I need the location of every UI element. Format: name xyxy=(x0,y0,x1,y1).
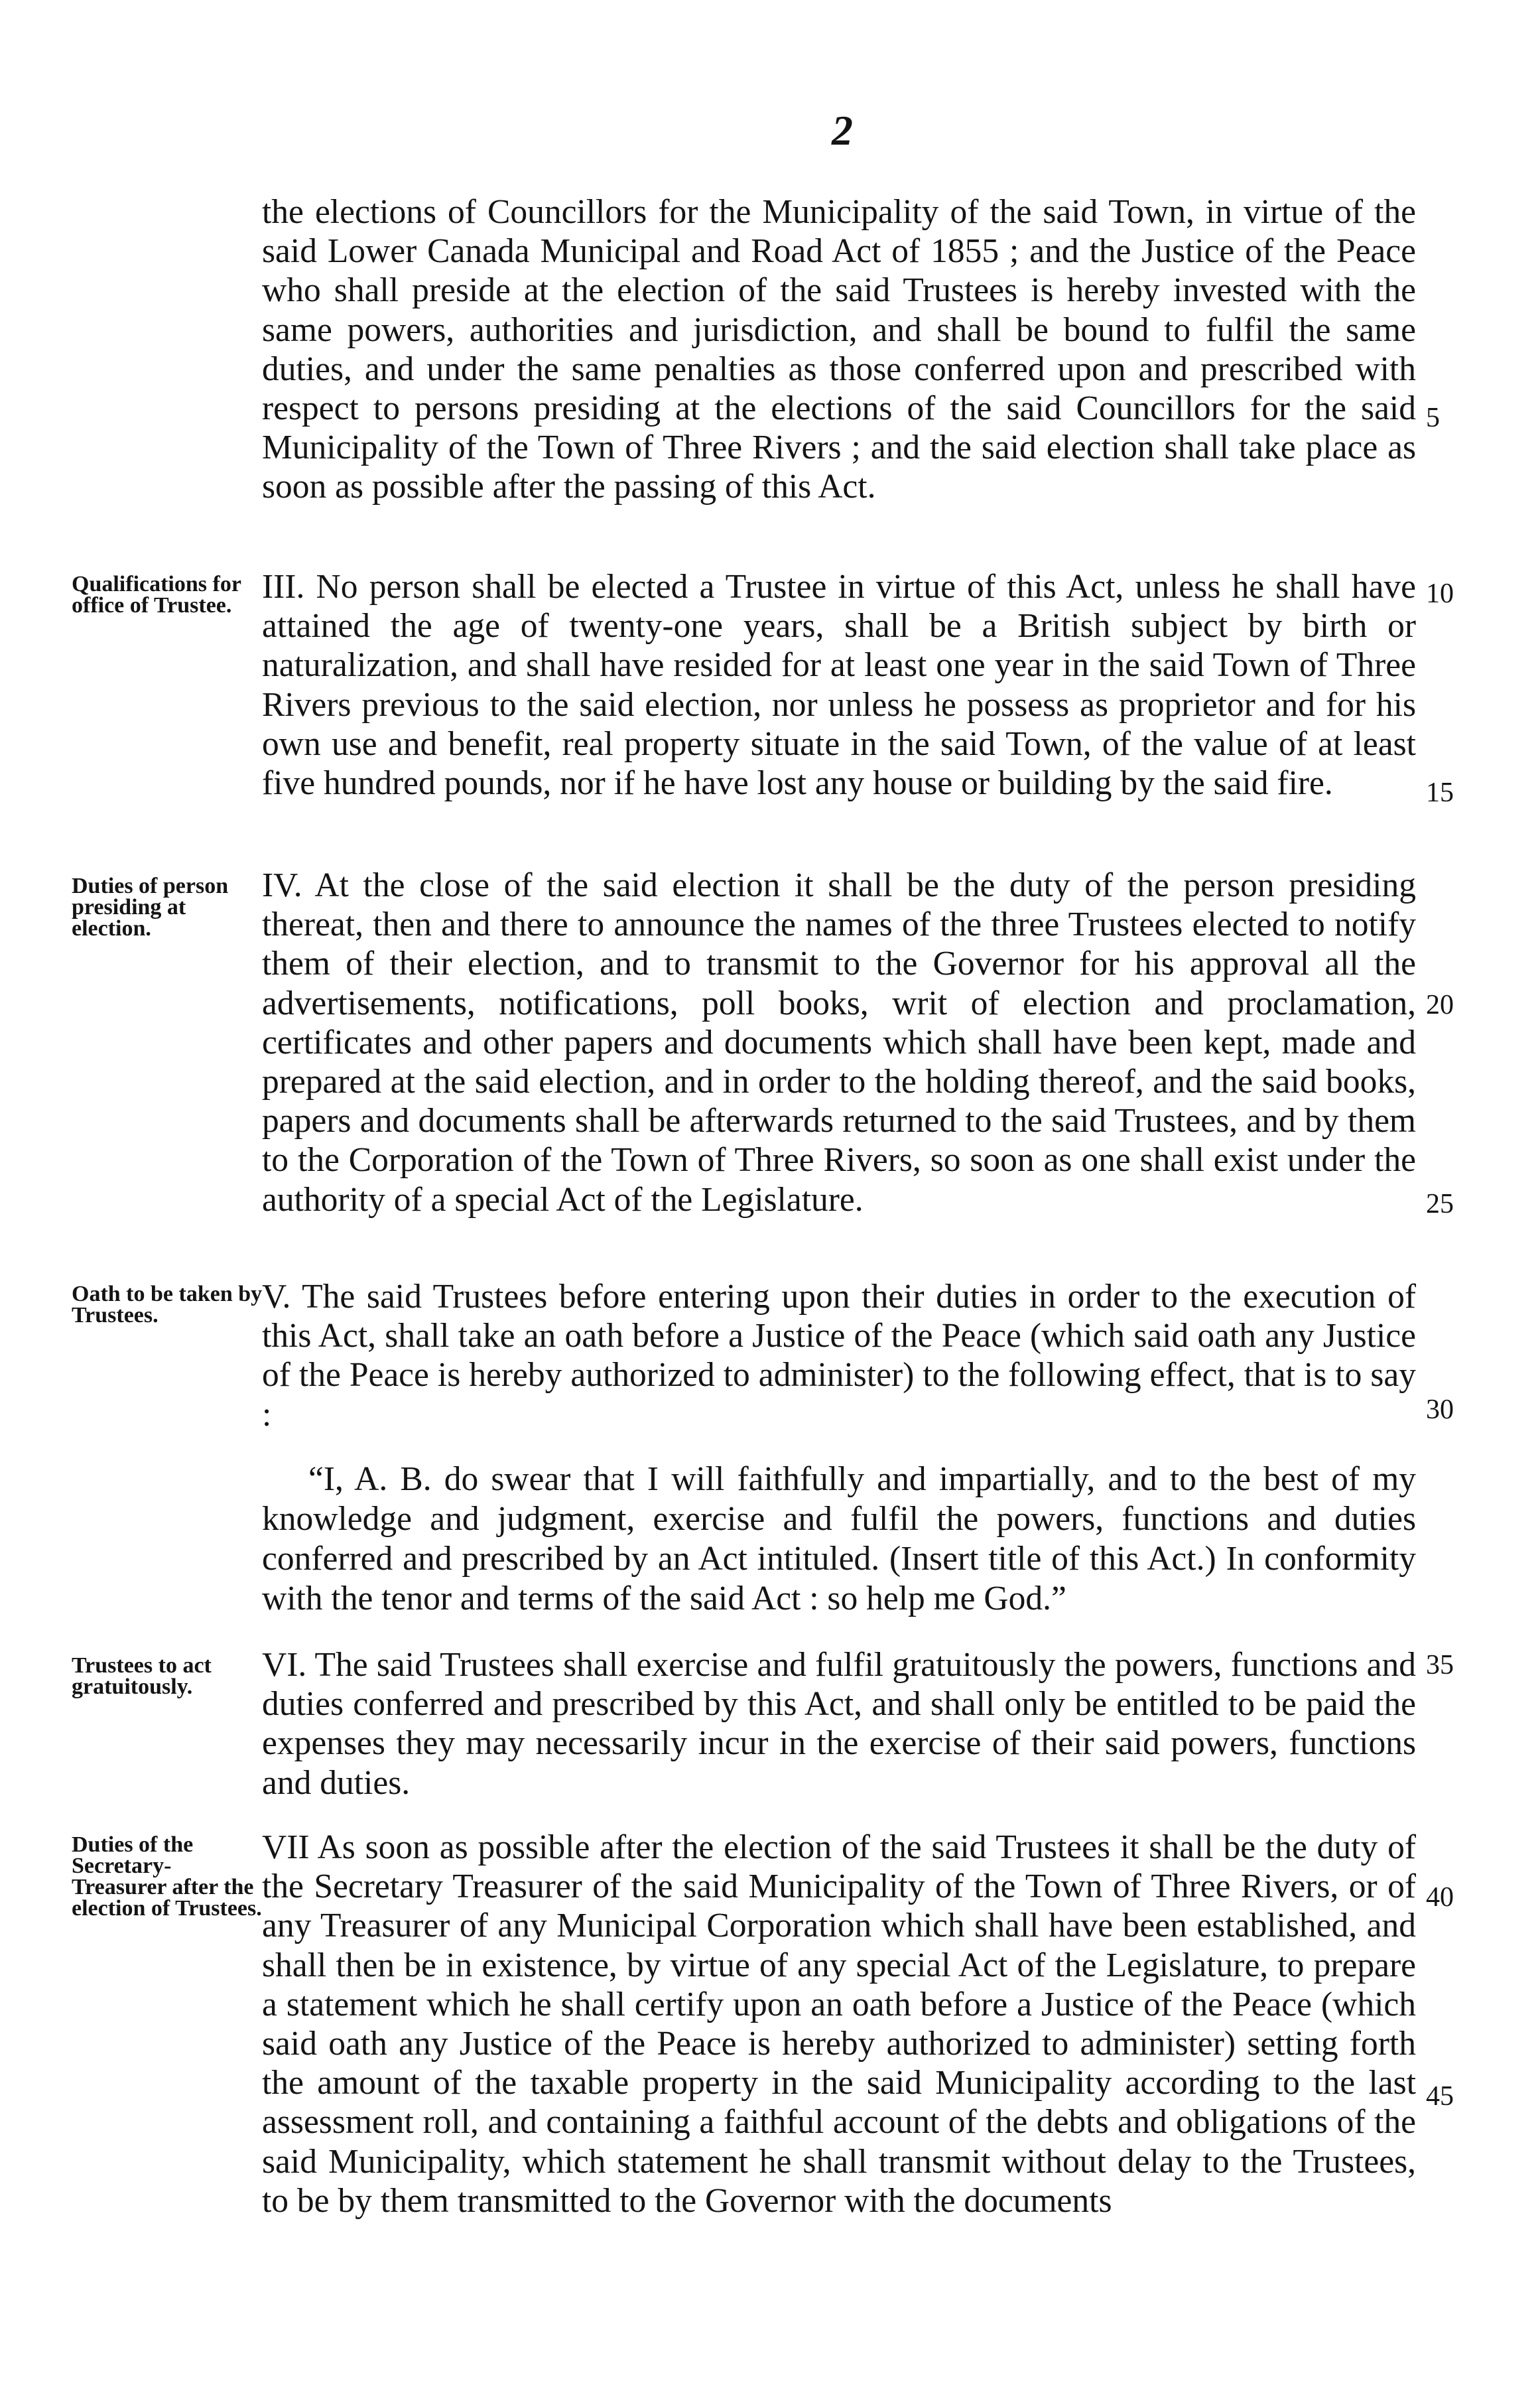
section-number: III. xyxy=(262,568,305,606)
oath-quote: “I, A. B. do swear that I will faithfully and impartially, and to the best of my knowledge and judgment, exercise and fulfil the powers, functions and duties conferred and prescribed by an Act intituled. (Insert title of this Act.) In conformity with the tenor and terms of the said Act : so help me God.” xyxy=(262,1460,1416,1617)
section-text: At the close of the said election it shall be the duty of the person presiding thereat, then and there to announce the names of the three Trustees elected to notify them of their election, and to transmit to the Governor for his approval all the advertisements, notifications, poll books, writ of election and proclamation, certificates and other papers and documents which shall have been kept, made and prepared at the said election, and in order to the holding thereof, and the said books, papers and documents shall be afterwards returned to the said Trustees, and by them to the Corporation of the Town of Three Rivers, so soon as one shall exist under the authority of a special Act of the Legislature. xyxy=(262,866,1416,1219)
sidenote-oath: Oath to be taken by Trustees. xyxy=(72,1282,263,1328)
section-v xyxy=(262,1277,1416,1434)
page-number: 2 xyxy=(832,107,853,154)
section-number: IV. xyxy=(262,866,302,904)
section-iii xyxy=(262,567,1416,803)
section-text: The said Trustees shall exercise and fulfil gratuitously the powers, functions and duties conferred and prescribed by this Act, and shall only be entitled to be paid the expenses they may necessarily incur in the exercise of their said powers, functions and duties. xyxy=(262,1646,1416,1802)
line-number: 5 xyxy=(1426,403,1440,433)
sidenote-duties-presiding: Duties of person presiding at election. xyxy=(72,874,229,941)
sidenote-qualifications: Qualifications for office of Trustee. xyxy=(72,572,241,618)
line-number: 10 xyxy=(1426,579,1454,609)
line-number: 20 xyxy=(1426,990,1454,1020)
section-text: No person shall be elected a Trustee in virtue of this Act, unless he shall have attained the age of twenty-one years, shall be a British subject by birth or naturalization, and shall have resided for at least one year in the said Town of Three Rivers previous to the said election, nor unless he possess as proprietor and for his own use and benefit, real property situate in the said Town, of the value of at least five hundred pounds, nor if he have lost any house or building by the said fire. xyxy=(262,568,1416,803)
line-number: 25 xyxy=(1426,1189,1454,1219)
intro-paragraph: the elections of Councillors for the Municipality of the said Town, in virtue of the said Lower Canada Municipal and Road Act of 1855 ; and the Justice of the Peace who shall preside at the election of the said Trustees is hereby invested with the same powers, authorities and jurisdiction, and shall be bound to fulfil the same duties, and under the same penalties as those conferred upon and prescribed with respect to persons presiding at the elections of the said Councillors for the said Municipality of the Town of Three Rivers ; and the said election shall take place as soon as possible after the passing of this Act. xyxy=(262,193,1416,506)
line-number: 45 xyxy=(1426,2081,1454,2112)
sidenote-secretary-treasurer: Duties of the Secretary-Treasurer after the election of Trustees. xyxy=(72,1832,262,1921)
section-number: VI. xyxy=(262,1646,307,1684)
section-iv xyxy=(262,866,1416,1219)
section-number: V. xyxy=(262,1278,291,1316)
section-vii xyxy=(262,1828,1416,2220)
section-text: As soon as possible after the election of the said Trustees it shall be the duty of the Secretary Treasurer of the said Municipality of the Town of Three Rivers, or of any Treasurer of any Municipal Corporation which shall have been established, and shall then be in existence, by virtue of any special Act of the Legislature, to prepare a statement which he shall certify upon an oath before a Justice of the Peace (which said oath any Justice of the Peace is hereby authorized to administer) setting forth the amount of the taxable property in the said Municipality according to the last assessment roll, and containing a faithful account of the debts and obligations of the said Municipality, which statement he shall transmit without delay to the Trustees, to be by them transmitted to the Governor with the documents xyxy=(262,1828,1416,2220)
section-number: VII xyxy=(262,1828,310,1866)
line-number: 30 xyxy=(1426,1395,1454,1425)
section-vi xyxy=(262,1645,1416,1803)
section-text: The said Trustees before entering upon their duties in order to the execution of this Act, shall take an oath before a Justice of the Peace (which said oath any Justice of the Peace is hereby authorized to administer) to the following effect, that is to say : xyxy=(262,1278,1416,1434)
sidenote-gratuitously: Trustees to act gratuitously. xyxy=(72,1653,212,1699)
line-number: 35 xyxy=(1426,1650,1454,1680)
line-number: 40 xyxy=(1426,1882,1454,1913)
line-number: 15 xyxy=(1426,778,1454,808)
